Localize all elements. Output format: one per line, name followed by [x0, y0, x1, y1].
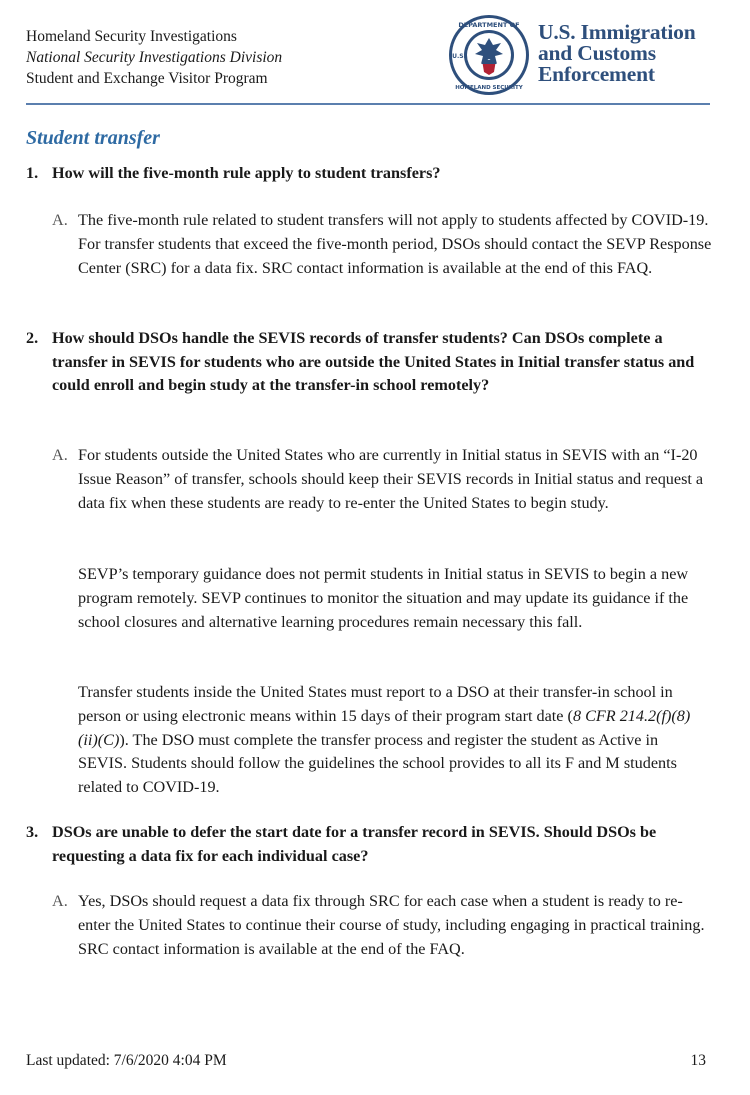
answer-letter: A.: [52, 446, 68, 464]
answer-letter: A.: [52, 892, 68, 910]
paragraph-3-text-a: Transfer students inside the United States must report to a DSO at their transfer-in school in person or using electronic means within 15 days of their program start date (: [78, 683, 673, 725]
faq-question-3: [26, 821, 716, 868]
document-header: [26, 26, 282, 89]
agency-logo-text: [538, 22, 695, 85]
agency-line-3: Enforcement: [538, 62, 655, 86]
answer-text: Yes, DSOs should request a data fix through SRC for each case when a student is ready to re-enter the United States to continue their course of study, including engaging in practical training. SRC contact information is available at the end of the FAQ.: [78, 892, 705, 958]
faq-question-1: [26, 162, 716, 186]
section-title: Student transfer: [26, 127, 160, 149]
header-line-program: Student and Exchange Visitor Program: [26, 70, 268, 87]
answer-2-paragraph-3: [78, 681, 710, 800]
answer-2-paragraph-2: SEVP’s temporary guidance does not permit students in Initial status in SEVIS to begin a new program remotely. SEVP continues to monitor the situation and may update its guidance if the school closures and alternative learning procedures remain necessary this fall.: [78, 565, 689, 631]
page-number: 13: [690, 1052, 706, 1069]
question-number: 3.: [26, 823, 39, 841]
header-line-division: National Security Investigations Division: [26, 49, 283, 66]
faq-answer-3: [52, 890, 712, 961]
question-number: 2.: [26, 329, 39, 347]
dhs-seal-logo: [448, 14, 530, 96]
seal-text-top: DEPARTMENT OF: [458, 21, 520, 29]
faq-answer-1: [52, 209, 712, 280]
last-updated: Last updated: 7/6/2020 4:04 PM: [26, 1052, 227, 1069]
answer-text: For students outside the United States who are currently in Initial status in SEVIS with an “I-20 Issue Reason” of transfer, schools should keep their SEVIS records in Initial status and request a data fix when these students are ready to re-enter the United States to begin study.: [78, 446, 704, 512]
seal-text-bottom: HOMELAND SECURITY: [455, 85, 523, 91]
question-text: DSOs are unable to defer the start date for a transfer record in SEVIS. Should DSOs be requesting a data fix for each individual case?: [52, 823, 657, 865]
cfr-citation: 8 CFR 214.2(f)(8)(ii)(C): [78, 706, 691, 749]
header-divider: [26, 103, 710, 105]
answer-text: The five-month rule related to student transfers will not apply to students affected by COVID-19. For transfer students that exceed the five-month period, DSOs should contact the SEVP Response Center (SRC) for a data fix. SRC contact information is available at the end of this FAQ.: [78, 211, 712, 277]
seal-text-left: U.S.: [452, 53, 466, 60]
question-number: 1.: [26, 164, 39, 182]
agency-line-1: U.S. Immigration: [538, 20, 696, 44]
faq-answer-2: [52, 444, 712, 515]
answer-letter: A.: [52, 211, 68, 229]
question-text: How will the five-month rule apply to student transfers?: [52, 164, 441, 182]
paragraph-3-text-b: ). The DSO must complete the transfer process and register the student as Active in SEVIS. Students should follow the guidelines the school provides to all its F and M students related to COVID-19.: [78, 730, 677, 797]
question-text: How should DSOs handle the SEVIS records of transfer students? Can DSOs complete a transfer in SEVIS for students who are outside the United States in Initial transfer status and could enroll and begin study at the transfer-in school remotely?: [52, 329, 695, 394]
header-line-hsi: Homeland Security Investigations: [26, 28, 237, 45]
faq-question-2: [26, 327, 716, 398]
agency-line-2: and Customs: [538, 41, 656, 65]
